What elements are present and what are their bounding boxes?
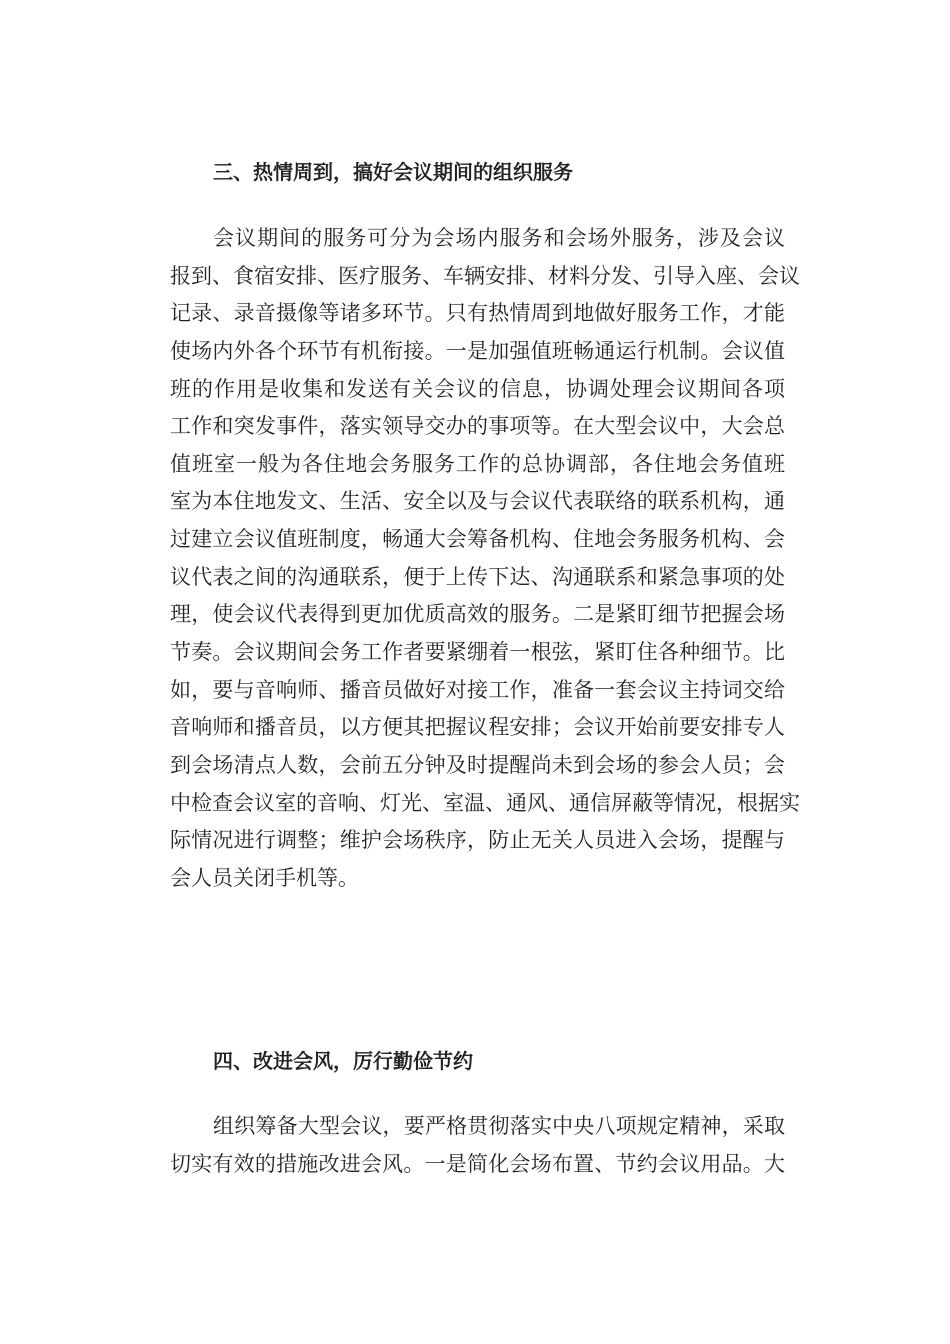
text-line: 使场内外各个环节有机衔接。一是加强值班畅通运行机制。会议值	[170, 338, 785, 363]
text-line: 际情况进行调整；维护会场秩序，防止无关人员进入会场，提醒与	[170, 828, 785, 853]
text-line: 室为本住地发文、生活、安全以及与会议代表联络的联系机构，通	[170, 489, 785, 514]
text-line: 组织筹备大型会议，要严格贯彻落实中央八项规定精神，采取	[213, 1114, 785, 1138]
body-paragraph	[170, 220, 800, 898]
text-line: 中检查会议室的音响、灯光、室温、通风、通信屏蔽等情况，根据实	[170, 790, 800, 815]
text-line: 工作和突发事件，落实领导交办的事项等。在大型会议中，大会总	[170, 414, 785, 439]
section-heading: 四、改进会风，厉行勤俭节约	[213, 1049, 473, 1073]
text-line: 如，要与音响师、播音员做好对接工作，准备一套会议主持词交给	[170, 677, 785, 702]
text-line: 到会场清点人数，会前五分钟及时提醒尚未到会场的参会人员；会	[170, 752, 785, 777]
text-line: 节奏。会议期间会务工作者要紧绷着一根弦，紧盯住各种细节。比	[170, 640, 785, 665]
text-line: 班的作用是收集和发送有关会议的信息，协调处理会议期间各项	[170, 376, 785, 401]
text-line: 理，使会议代表得到更加优质高效的服务。二是紧盯细节把握会场	[170, 602, 785, 627]
text-line: 报到、食宿安排、医疗服务、车辆安排、材料分发、引导入座、会议	[170, 263, 800, 288]
text-line: 会人员关闭手机等。	[170, 865, 359, 890]
text-line: 音响师和播音员，以方便其把握议程安排；会议开始前要安排专人	[170, 715, 785, 740]
text-line: 过建立会议值班制度，畅通大会筹备机构、住地会务服务机构、会	[170, 527, 785, 552]
body-paragraph	[170, 1108, 785, 1183]
text-line: 切实有效的措施改进会风。一是简化会场布置、节约会议用品。大	[170, 1151, 785, 1176]
text-line: 议代表之间的沟通联系，便于上传下达、沟通联系和紧急事项的处	[170, 564, 785, 589]
text-line: 记录、录音摄像等诸多环节。只有热情周到地做好服务工作，才能	[170, 301, 785, 326]
text-line: 会议期间的服务可分为会场内服务和会场外服务，涉及会议	[213, 226, 785, 250]
text-line: 值班室一般为各住地会务服务工作的总协调部，各住地会务值班	[170, 451, 785, 476]
section-heading: 三、热情周到，搞好会议期间的组织服务	[213, 160, 573, 184]
